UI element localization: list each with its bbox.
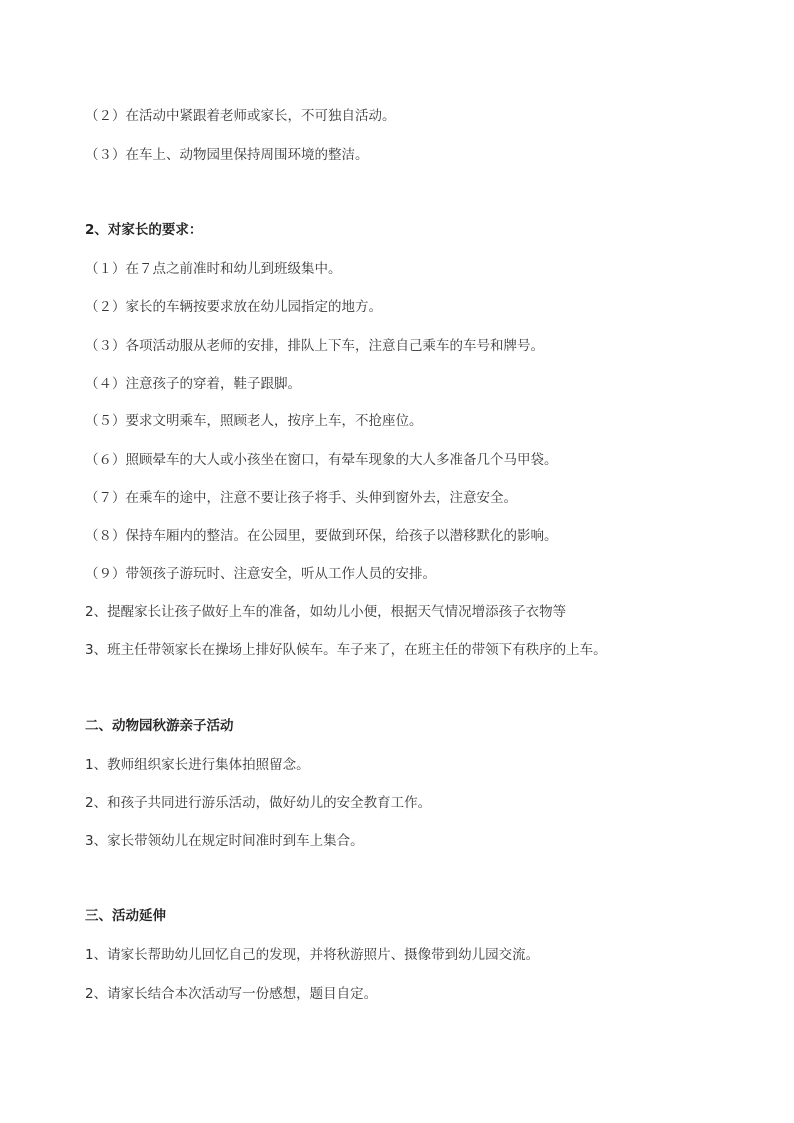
list-item: 1、请家长帮助幼儿回忆自己的发现，并将秋游照片、摄像带到幼儿园交流。 (85, 947, 540, 963)
section-heading-parent-requirements: 2、对家长的要求： (85, 222, 203, 238)
list-item: （６）照顾晕车的大人或小孩坐在窗口，有晕车现象的大人多准备几个马甲袋。 (85, 452, 558, 468)
list-item: （８）保持车厢内的整洁。在公园里，要做到环保，给孩子以潜移默化的影响。 (85, 528, 558, 544)
list-item: 2、请家长结合本次活动写一份感想，题目自定。 (85, 986, 378, 1002)
list-item: （３）在车上、动物园里保持周围环境的整洁。 (85, 147, 369, 163)
list-item: （２）家长的车辆按要求放在幼儿园指定的地方。 (85, 299, 382, 315)
list-item: （２）在活动中紧跟着老师或家长，不可独自活动。 (85, 108, 396, 124)
list-item: （５）要求文明乘车，照顾老人，按序上车，不抢座位。 (85, 413, 423, 429)
section-heading-extension: 三、活动延伸 (85, 908, 166, 924)
list-item: （７）在乘车的途中，注意不要让孩子将手、头伸到窗外去，注意安全。 (85, 490, 517, 506)
list-item: 3、家长带领幼儿在规定时间准时到车上集合。 (85, 833, 364, 849)
list-item: 2、和孩子共同进行游乐活动，做好幼儿的安全教育工作。 (85, 795, 432, 811)
section-heading-zoo-activity: 二、动物园秋游亲子活动 (85, 718, 234, 734)
list-item: 1、教师组织家长进行集体拍照留念。 (85, 757, 310, 773)
list-item: 3、班主任带领家长在操场上排好队候车。车子来了，在班主任的带领下有秩序的上车。 (85, 642, 607, 658)
list-item: 2、提醒家长让孩子做好上车的准备，如幼儿小便，根据天气情况增添孩子衣物等 (85, 604, 567, 620)
list-item: （１）在７点之前准时和幼儿到班级集中。 (85, 261, 342, 277)
list-item: （９）带领孩子游玩时、注意安全，听从工作人员的安排。 (85, 566, 436, 582)
list-item: （３）各项活动服从老师的安排，排队上下车，注意自己乘车的车号和牌号。 (85, 338, 544, 354)
list-item: （４）注意孩子的穿着，鞋子跟脚。 (85, 376, 301, 392)
